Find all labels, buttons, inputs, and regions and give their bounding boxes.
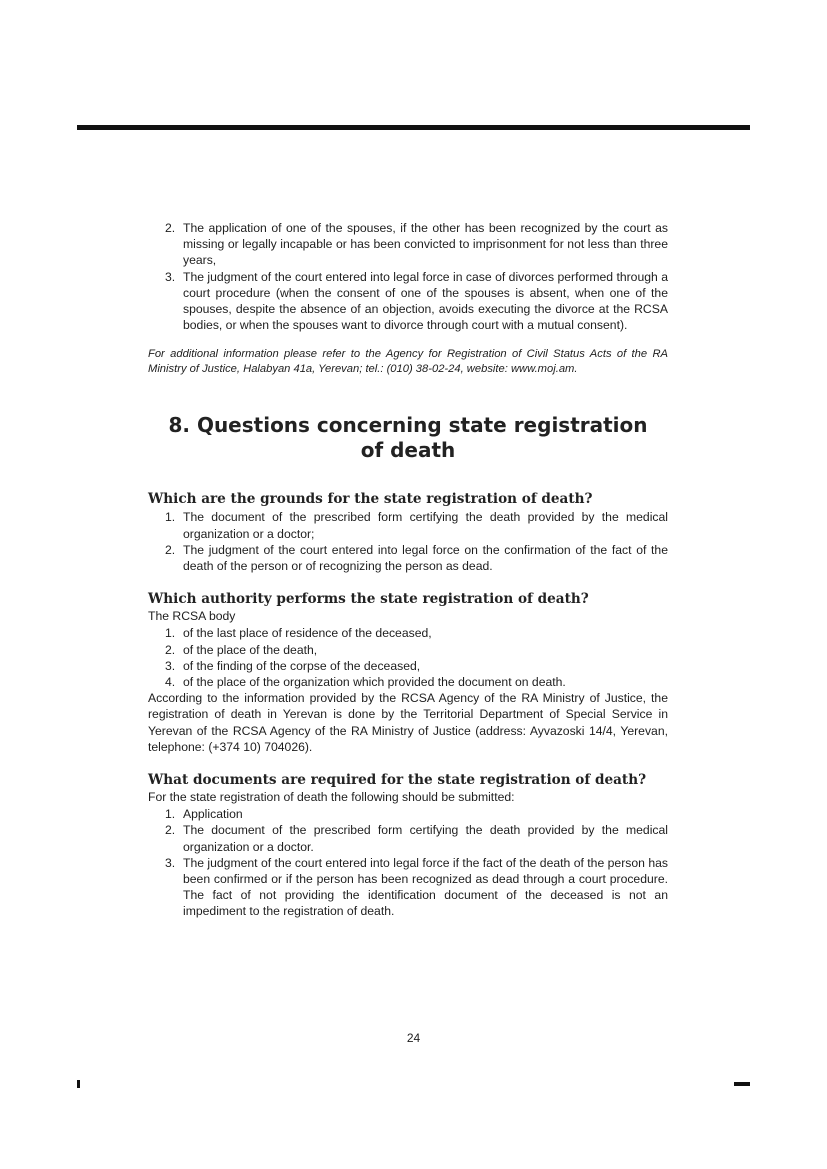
list-item-text: of the place of the death, (183, 642, 318, 657)
list-item-number: 3. (165, 658, 176, 673)
crop-mark-right (734, 1082, 750, 1086)
list-item-text: Application (183, 807, 243, 822)
list-item (148, 806, 668, 822)
list-item-number: 3. (165, 269, 176, 284)
intro-list (148, 220, 668, 333)
list-item-text: of the finding of the corpse of the deceased, (183, 658, 421, 673)
list-item-text: The judgment of the court entered into legal force in case of divorces performed through a court procedure (when the consent of one of the spouses is absent, when one of the spouses, despite the absence of an objection, avoids executing the divorce at the RCSA bodies, or when the spouses want to divorce through court with a mutual consent). (183, 269, 668, 333)
list-item (148, 269, 668, 334)
list-item-number: 1. (165, 510, 176, 525)
list-item-text: The judgment of the court entered into legal force if the fact of the death of the person has been confirmed or if the person has been recognized as dead through a court procedure. The fact of not providing the identification document of the deceased is not an impediment to the registration of death. (183, 855, 668, 919)
header-rule (77, 125, 750, 130)
authority-list (148, 625, 668, 690)
page-number: 24 (406, 1031, 421, 1045)
list-item (148, 822, 668, 854)
list-item-text: The judgment of the court entered into legal force on the confirmation of the fact of the death of the person or of recognizing the person as dead. (183, 542, 668, 574)
list-item-number: 4. (165, 675, 176, 690)
list-item (148, 542, 668, 574)
authority-lead: The RCSA body (148, 609, 236, 624)
list-item-number: 1. (165, 626, 176, 641)
list-item-number: 2. (165, 542, 176, 557)
list-item-number: 3. (165, 855, 176, 870)
question-heading-documents: What documents are required for the state registration of death? (148, 772, 647, 789)
list-item-number: 2. (165, 642, 176, 657)
question-heading-grounds: Which are the grounds for the state registration of death? (148, 491, 593, 508)
grounds-list (148, 509, 668, 574)
list-item-text: The document of the prescribed form certifying the death provided by the medical organization or a doctor; (183, 510, 668, 541)
chapter-title: 8. Questions concerning state registration of death (168, 413, 648, 463)
list-item-number: 2. (165, 823, 176, 838)
documents-list (148, 806, 668, 919)
page-content (148, 220, 668, 920)
list-item-number: 2. (165, 221, 176, 235)
list-item (148, 642, 668, 658)
list-item-text: The document of the prescribed form certifying the death provided by the medical organization or a doctor. (183, 823, 668, 854)
list-item (148, 658, 668, 674)
list-item-text: of the last place of residence of the deceased, (183, 626, 432, 641)
list-item (148, 855, 668, 920)
list-item-text: The application of one of the spouses, if the other has been recognized by the court as missing or legally incapable or has been convicted to imprisonment for not less than three years, (183, 221, 668, 268)
list-item-number: 1. (165, 807, 176, 822)
list-item (148, 625, 668, 641)
additional-info-note: For additional information please refer to the Agency for Registration of Civil Status Acts of the RA Ministry of Justice, Halabyan 41a, Yerevan; tel.: (010) 38-02-24, website: www.moj.am. (148, 348, 668, 376)
list-item (148, 220, 668, 269)
documents-lead: For the state registration of death the following should be submitted: (148, 790, 515, 805)
question-heading-authority: Which authority performs the state registration of death? (148, 591, 589, 608)
list-item (148, 674, 668, 690)
authority-paragraph: According to the information provided by the RCSA Agency of the RA Ministry of Justice, the registration of death in Yerevan is done by the Territorial Department of Special Service in Yerevan of the RCSA Agency of the RA Ministry of Justice (address: Ayvazoski 14/4, Yerevan, telephone: (+374 10) 704026). (148, 691, 668, 754)
list-item-text: of the place of the organization which provided the document on death. (183, 675, 566, 690)
crop-mark-left (77, 1080, 80, 1088)
list-item (148, 509, 668, 541)
